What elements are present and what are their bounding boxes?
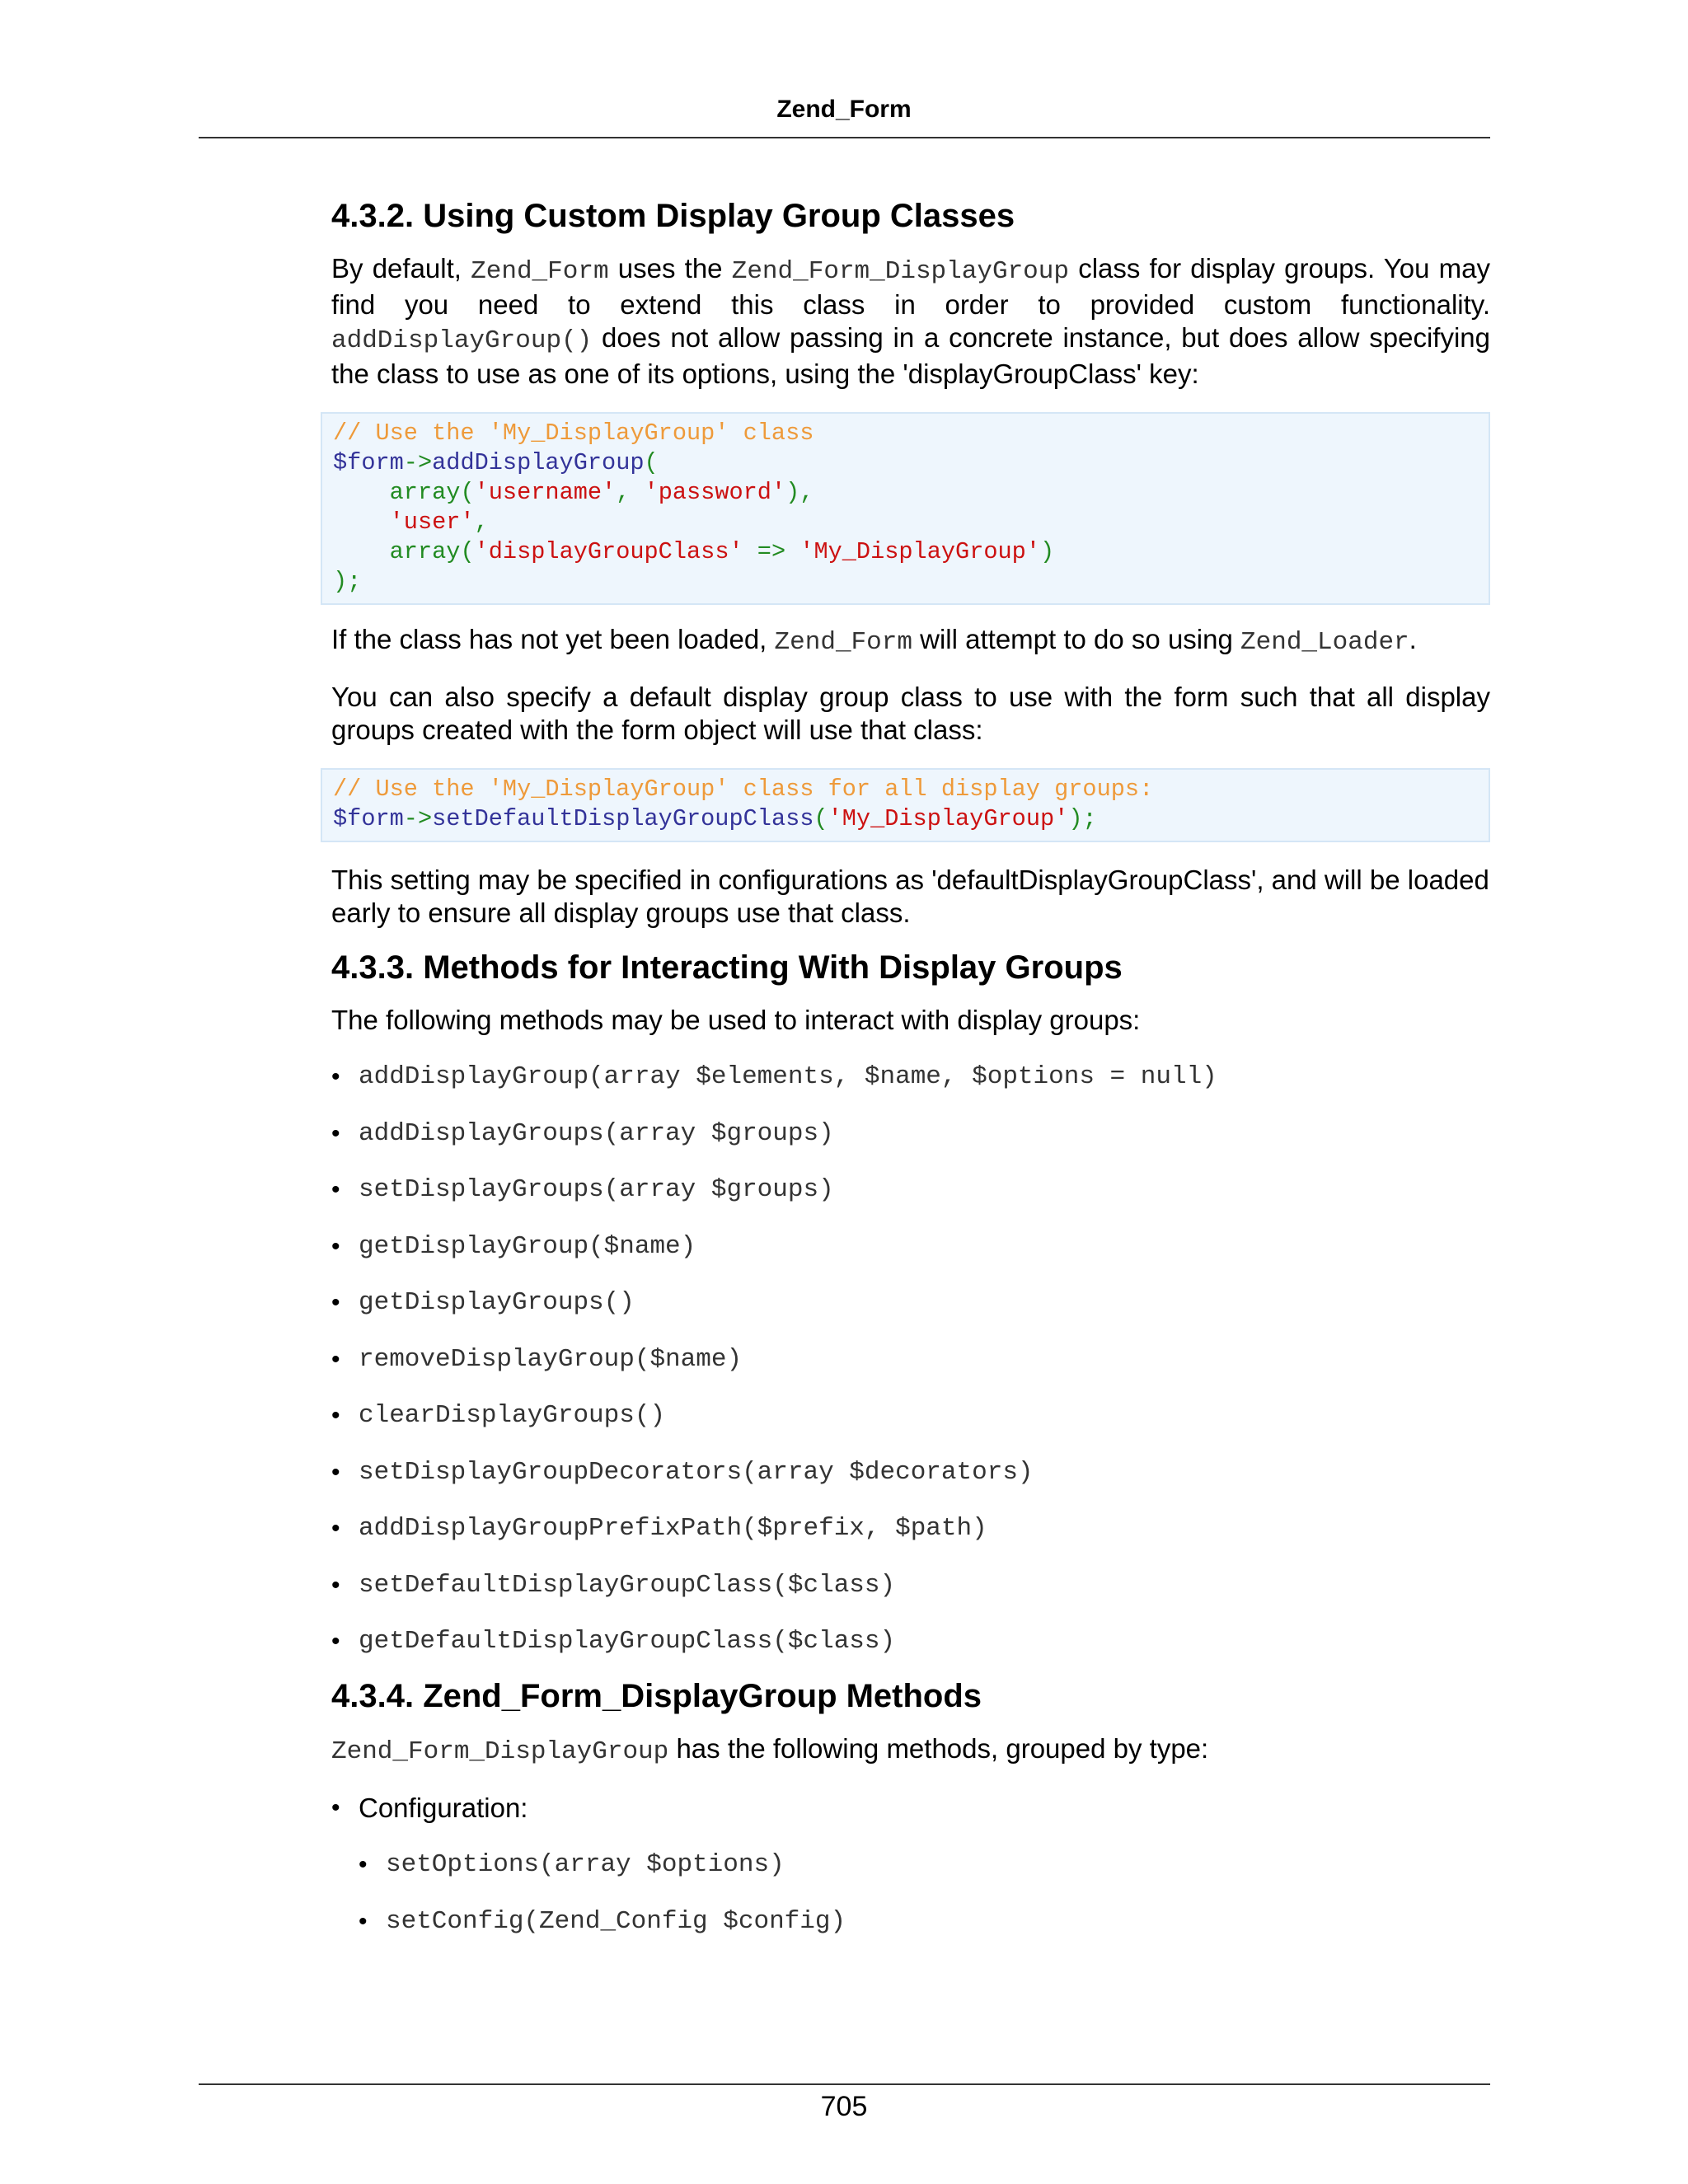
list-item: [359, 1905, 1490, 1962]
section-heading-4-3-3: 4.3.3. Methods for Interacting With Display Groups: [331, 949, 1123, 986]
running-header: Zend_Form: [776, 96, 912, 123]
code-block-custom-class: [321, 412, 1490, 605]
intro-text-4: does not allow passing in a concrete instance, but does allow specifying the class to use as one of its options, using the 'displayGroupClass' key:: [331, 322, 1491, 389]
code-comma: ,: [616, 479, 645, 506]
intro-text-2: uses the: [617, 253, 723, 284]
code-arrow: ->: [403, 449, 433, 476]
inline-code-zend-form-displaygroup: Zend_Form_DisplayGroup: [331, 1737, 669, 1766]
displaygroup-methods-intro: [331, 1732, 1490, 1769]
configuration-setting-paragraph: This setting may be specified in configurations as 'defaultDisplayGroupClass', and will be loaded early to ensure all display groups use that class.: [331, 865, 1489, 928]
code-arrow: ->: [403, 805, 433, 832]
methods-intro-paragraph: The following methods may be used to interact with display groups:: [331, 1005, 1141, 1035]
list-item: [331, 1061, 1490, 1118]
code-paren: ): [1040, 538, 1055, 565]
list-item: [331, 1343, 1490, 1400]
display-group-methods-list: [331, 1061, 1490, 1666]
code-arrow: =>: [743, 538, 800, 565]
list-item: [331, 1569, 1490, 1626]
code-paren: (: [814, 805, 828, 832]
configuration-category: [331, 1792, 1490, 1825]
method-signature: getDefaultDisplayGroupClass($class): [359, 1627, 896, 1656]
method-signature: setDisplayGroups(array $groups): [359, 1175, 834, 1204]
method-signature: addDisplayGroupPrefixPath($prefix, $path): [359, 1514, 987, 1543]
code-paren: (: [460, 479, 475, 506]
list-item: [331, 1118, 1490, 1174]
code-paren: (: [644, 449, 659, 476]
code-function: setDefaultDisplayGroupClass: [432, 805, 814, 832]
method-signature: removeDisplayGroup($name): [359, 1344, 743, 1374]
code-array: array: [389, 479, 461, 506]
method-signature: getDisplayGroups(): [359, 1288, 635, 1317]
loading-text-2: will attempt to do so using: [920, 624, 1233, 654]
default-class-paragraph: You can also specify a default display group class to use with the form such that all display groups created with the form object will use that class:: [331, 682, 1490, 745]
list-item: [331, 1174, 1490, 1230]
code-string: 'displayGroupClass': [474, 538, 743, 565]
inline-code-zend-form: Zend_Form: [471, 257, 609, 286]
list-item: [331, 1625, 1490, 1666]
section-heading-4-3-4: 4.3.4. Zend_Form_DisplayGroup Methods: [331, 1678, 982, 1714]
method-signature: setConfig(Zend_Config $config): [386, 1906, 846, 1936]
loading-text-1: If the class has not yet been loaded,: [331, 624, 767, 654]
intro-text-1: By default,: [331, 253, 462, 284]
inline-code-adddisplaygroup: addDisplayGroup(): [331, 326, 593, 355]
header-rule: [199, 137, 1490, 138]
code-terminator: );: [1068, 805, 1097, 832]
method-signature: getDisplayGroup($name): [359, 1231, 696, 1261]
method-signature: setDefaultDisplayGroupClass($class): [359, 1570, 896, 1600]
list-item: [331, 1399, 1490, 1456]
code-variable: $form: [333, 449, 404, 476]
list-item: [331, 1230, 1490, 1287]
code-paren: ),: [785, 479, 814, 506]
code-paren: (: [460, 538, 475, 565]
code-string: 'user': [389, 509, 475, 536]
code-terminator: );: [333, 568, 362, 595]
page-content: [331, 194, 1490, 1961]
method-signature: addDisplayGroup(array $elements, $name, $options = null): [359, 1062, 1217, 1091]
method-signature: addDisplayGroups(array $groups): [359, 1118, 834, 1148]
code-comment: // Use the 'My_DisplayGroup' class for all display groups:: [333, 776, 1154, 803]
code-function: addDisplayGroup: [432, 449, 645, 476]
intro-text: has the following methods, grouped by type:: [676, 1733, 1209, 1764]
code-comma: ,: [474, 509, 489, 536]
list-item: [331, 1286, 1490, 1343]
inline-code-zend-form-displaygroup: Zend_Form_DisplayGroup: [731, 257, 1069, 286]
list-item: [359, 1849, 1490, 1905]
section-heading-4-3-2: 4.3.2. Using Custom Display Group Classes: [331, 198, 1015, 234]
list-item: [331, 1512, 1490, 1569]
configuration-methods-list: [331, 1849, 1490, 1961]
code-string: 'My_DisplayGroup': [828, 805, 1069, 832]
list-item: [331, 1456, 1490, 1513]
custom-class-intro-paragraph: [331, 252, 1490, 391]
footer-rule: [199, 2083, 1490, 2085]
inline-code-zend-form: Zend_Form: [774, 628, 912, 657]
class-loading-paragraph: [331, 623, 1490, 659]
inline-code-zend-loader: Zend_Loader: [1240, 628, 1409, 657]
loading-text-3: .: [1409, 624, 1417, 654]
code-string: 'password': [644, 479, 786, 506]
category-label: Configuration:: [359, 1793, 528, 1823]
code-comment: // Use the 'My_DisplayGroup' class: [333, 419, 814, 447]
method-signature: setOptions(array $options): [386, 1850, 785, 1879]
code-block-default-class: [321, 768, 1490, 842]
code-string: 'username': [474, 479, 617, 506]
code-string: 'My_DisplayGroup': [799, 538, 1040, 565]
code-array: array: [389, 538, 461, 565]
method-signature: clearDisplayGroups(): [359, 1401, 666, 1430]
intro-text-3: class for display groups. You may find you need to extend this class in order to provided custom functionality.: [331, 253, 1491, 320]
method-signature: setDisplayGroupDecorators(array $decorators): [359, 1457, 1034, 1487]
code-variable: $form: [333, 805, 404, 832]
page-number: 705: [820, 2091, 868, 2122]
